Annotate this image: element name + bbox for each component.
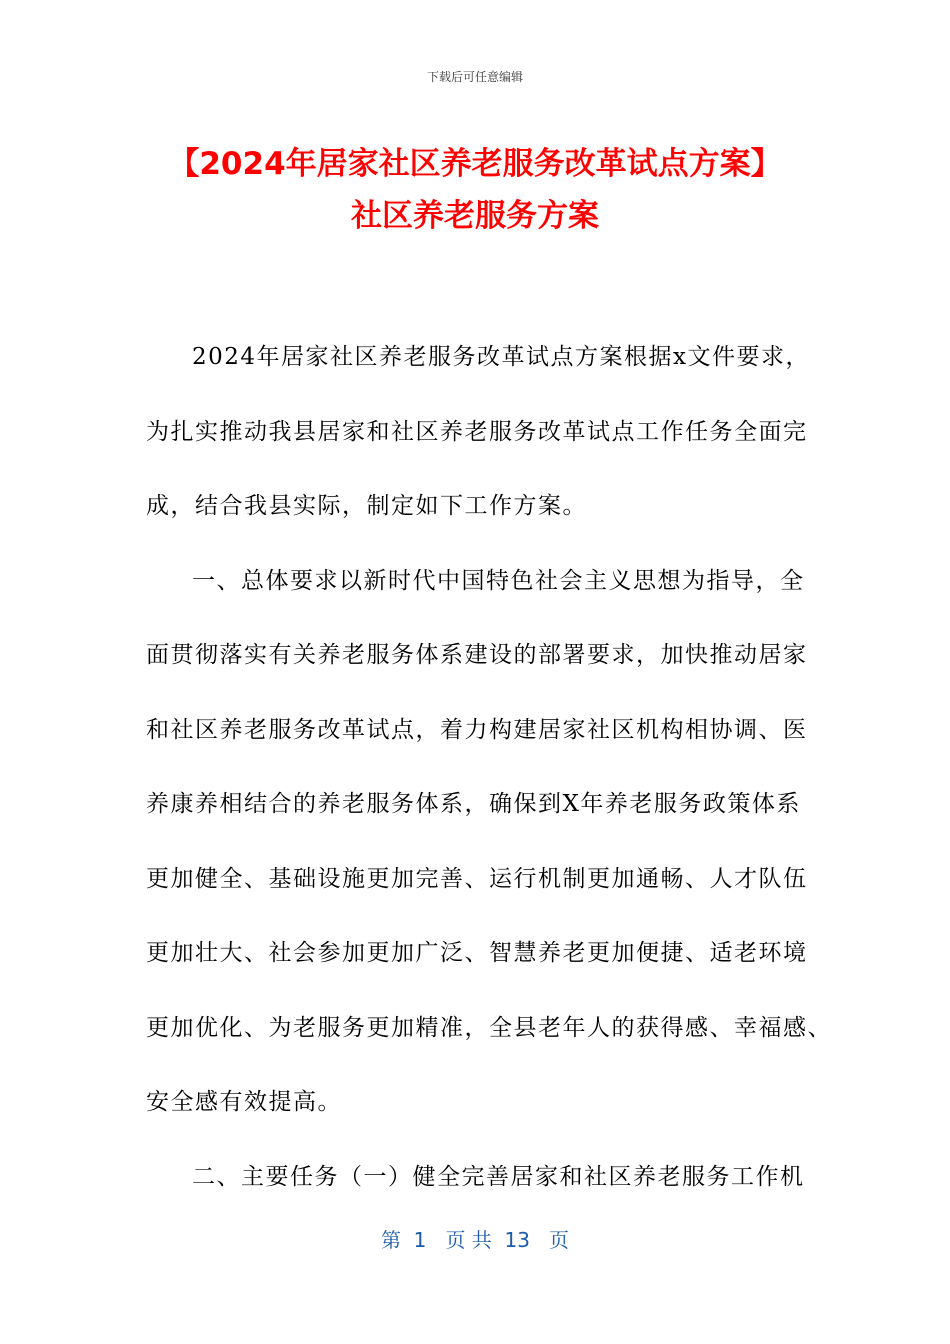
page-number-footer: 第 1 页 共 13 页 [380, 1228, 570, 1252]
paragraph-line: 更加优化、为老服务更加精准，全县老年人的获得感、幸福感、 [146, 1014, 832, 1041]
document-title [0, 138, 950, 242]
paragraph-line: 安全感有效提高。 [146, 1089, 342, 1115]
document-body [146, 320, 832, 1214]
title-line-1: 【2024年居家社区养老服务改革试点方案】 [168, 146, 782, 182]
paragraph-line: 二、主要任务（一）健全完善居家和社区养老服务工作机 [192, 1163, 805, 1190]
title-line-2: 社区养老服务方案 [351, 198, 599, 234]
paragraph-line: 为扎实推动我县居家和社区养老服务改革试点工作任务全面完 [146, 418, 808, 445]
header-note: 下载后可任意编辑 [426, 70, 523, 84]
paragraph-line: 更加壮大、社会参加更加广泛、智慧养老更加便捷、适老环境 [146, 940, 808, 966]
paragraph-line: 面贯彻落实有关养老服务体系建设的部署要求，加快推动居家 [146, 642, 808, 668]
paragraph-line: 养康养相结合的养老服务体系，确保到X年养老服务政策体系 [146, 791, 801, 817]
paragraph-line: 更加健全、基础设施更加完善、运行机制更加通畅、人才队伍 [146, 865, 808, 892]
paragraph-line: 成，结合我县实际，制定如下工作方案。 [146, 493, 587, 519]
paragraph-line: 一、总体要求以新时代中国特色社会主义思想为指导，全 [192, 567, 805, 594]
paragraph-line: 和社区养老服务改革试点，着力构建居家社区机构相协调、医 [146, 716, 808, 743]
paragraph-line: 2024年居家社区养老服务改革试点方案根据x文件要求， [192, 344, 811, 370]
